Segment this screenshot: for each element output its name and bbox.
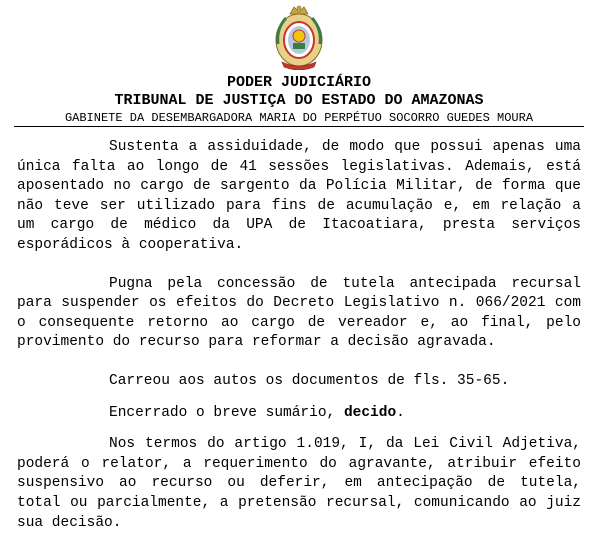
paragraph-assiduidade: Sustenta a assiduidade, de modo que possui apenas uma única falta ao longo de 41 sessões legislativas. Ademais, está aposentado no cargo de sargento da Polícia Militar, de forma que não teve ser utilizado para fins de acumulação e, em relação a um cargo de médico da UPA de Itacoatiara, presta serviços esporádicos à cooperativa. [17, 139, 581, 253]
decido-bold: decido [343, 404, 397, 421]
paragraph-encerrado [17, 404, 581, 424]
paragraph-carreou: Carreou aos autos os documentos de fls. 35-65. [109, 372, 510, 389]
coat-of-arms-seal-icon [272, 4, 326, 70]
paragraph-pugna: Pugna pela concessão de tutela antecipada recursal para suspender os efeitos do Decreto Legislativo n. 066/2021 com o consequente retorno ao cargo de vereador e, ao final, pelo provimento do recurso para reformar a decisão agravada. [17, 275, 581, 351]
paragraph-nos-termos: Nos termos do artigo 1.019, I, da Lei Civil Adjetiva, poderá o relator, a requerimento do agravante, atribuir efeito suspensivo ao recurso ou deferir, em antecipação de tutela, total ou parcialmente, a pretensão recursal, comunicando ao juiz sua decisão. [17, 436, 581, 531]
encerrado-text: Encerrado o breve sumário, [109, 404, 344, 421]
header-divider [14, 126, 584, 127]
encerrado-period: . [396, 404, 405, 421]
header-line-tribunal: TRIBUNAL DE JUSTIÇA DO ESTADO DO AMAZONAS [114, 92, 484, 109]
header-line-gabinete: GABINETE DA DESEMBARGADORA MARIA DO PERPÉTUO SOCORRO GUEDES MOURA [64, 111, 534, 125]
document-body [17, 138, 581, 552]
header-line-poder-judiciario: PODER JUDICIÁRIO [226, 74, 372, 91]
